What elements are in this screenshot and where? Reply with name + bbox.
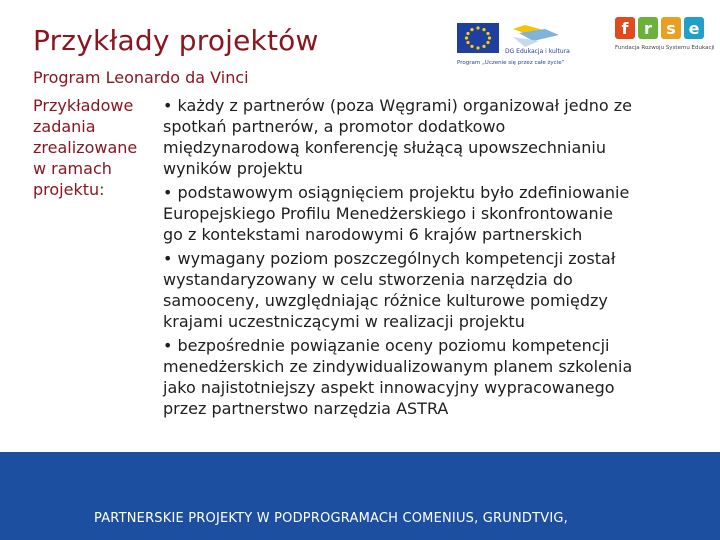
eu-lifelong-learning-logo bbox=[455, 21, 610, 71]
frse-letter-e: e bbox=[684, 17, 704, 39]
bullet-line: jako najistotniejszy aspekt innowacyjny wypracowanego bbox=[163, 378, 615, 397]
frse-letter-f: f bbox=[615, 17, 635, 39]
bullet-line: • bezpośrednie powiązanie oceny poziomu kompetencji bbox=[163, 336, 610, 355]
eu-logo-line1: DG Edukacja i kultura bbox=[505, 48, 570, 55]
footer-bar bbox=[0, 452, 720, 540]
tasks-label bbox=[33, 95, 163, 200]
bullet-line: międzynarodową konferencję służącą upowszechnianiu bbox=[163, 138, 606, 157]
tasks-label-line: Przykładowe bbox=[33, 96, 134, 115]
frse-caption: Fundacja Rozwoju Systemu Edukacji bbox=[615, 45, 715, 51]
slide-subtitle: Program Leonardo da Vinci bbox=[33, 68, 249, 87]
bullet-line: go z kontekstami narodowymi 6 krajów partnerskich bbox=[163, 225, 583, 244]
bullet-line: menedżerskich ze zindywidualizowanym planem szkolenia bbox=[163, 357, 633, 376]
tasks-label-line: projektu: bbox=[33, 180, 105, 199]
eu-logo-line2: Program „Uczenie się przez całe życie” bbox=[457, 60, 565, 66]
bullet-line: spotkań partnerów, a promotor dodatkowo bbox=[163, 117, 506, 136]
frse-logo bbox=[615, 17, 715, 77]
bullet-line: przez partnerstwo narzędzia ASTRA bbox=[163, 399, 449, 418]
tasks-label-line: zadania bbox=[33, 117, 96, 136]
footer-text: PARTNERSKIE PROJEKTY W PODPROGRAMACH COMENIUS, GRUNDTVIG, bbox=[94, 511, 569, 526]
bullet-line: • podstawowym osiągnięciem projektu było zdefiniowanie bbox=[163, 183, 630, 202]
bullet-item bbox=[163, 335, 719, 419]
bullet-line: samooceny, uwzględniając różnice kulturowe pomiędzy bbox=[163, 291, 608, 310]
tasks-label-line: w ramach bbox=[33, 159, 112, 178]
bullet-line: • każdy z partnerów (poza Węgrami) organizował jedno ze bbox=[163, 96, 632, 115]
logo-area bbox=[455, 15, 715, 75]
bullet-line: • wymagany poziom poszczególnych kompetencji został bbox=[163, 249, 616, 268]
frse-letter-r: r bbox=[638, 17, 658, 39]
slide-title: Przykłady projektów bbox=[33, 24, 319, 57]
bullet-line: Europejskiego Profilu Menedżerskiego i skonfrontowanie bbox=[163, 204, 613, 223]
bullet-line: wystandaryzowany w celu stworzenia narzędzia do bbox=[163, 270, 573, 289]
frse-letter-s: s bbox=[661, 17, 681, 39]
bullet-line: krajami uczestniczącymi w realizacji projektu bbox=[163, 312, 525, 331]
bullet-item bbox=[163, 95, 719, 179]
bullet-item bbox=[163, 182, 719, 245]
frse-letters bbox=[615, 17, 715, 39]
bullet-list bbox=[163, 95, 719, 422]
bullet-item bbox=[163, 248, 719, 332]
bullet-line: wyników projektu bbox=[163, 159, 303, 178]
tasks-label-line: zrealizowane bbox=[33, 138, 138, 157]
